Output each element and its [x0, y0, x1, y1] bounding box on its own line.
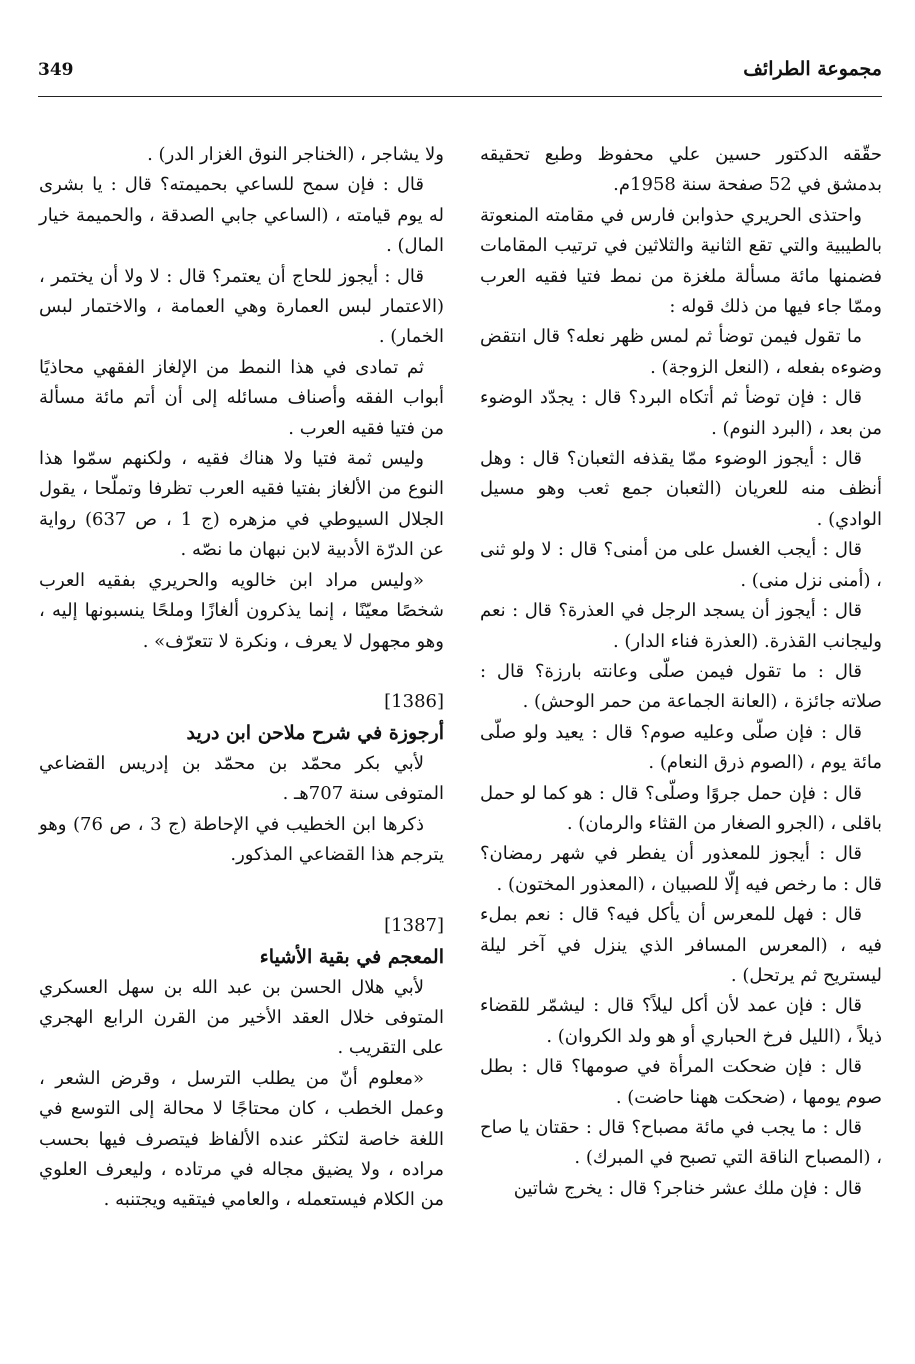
paragraph: ثم تمادى في هذا النمط من الإلغاز الفقهي محاذيًا أبواب الفقه وأصناف مسائله إلى أن أتم مائة مسألة من فتيا فقيه العرب .: [39, 356, 444, 439]
entry-title: المعجم في بقية الأشياء: [259, 945, 444, 968]
paragraph: قال : ما يجب في مائة مصباح؟ قال : حقتان يا صاح ، (المصباح الناقة التي تصبح في المبرك) .: [480, 1117, 882, 1169]
paragraph: قال : أيجوز أن يسجد الرجل في العذرة؟ قال : نعم وليجانب القذرة. (العذرة فناء الدار) .: [480, 600, 882, 652]
paragraph: وليس ثمة فتيا ولا هناك فقيه ، ولكنهم سمّوا هذا النوع من الألغاز بفتيا فقيه العرب تظرفا وتملّحا ، يقول الجلال السيوطي في مزهره (ج 1 ، ص 637) رواية عن الدرّة الأدبية لابن نبهان ما نصّه .: [39, 448, 444, 561]
spacer: [39, 871, 444, 911]
paragraph: قال : فإن صلّى وعليه صوم؟ قال : يعيد ولو صلّى مائة يوم ، (الصوم ذرق النعام) .: [480, 721, 882, 774]
paragraph: ذكرها ابن الخطيب في الإحاطة (ج 3 ، ص 76) وهو يترجم هذا القضاعي المذكور.: [39, 813, 444, 866]
quotation: «معلوم أنّ من يطلب الترسل ، وقرض الشعر ، وعمل الخطب ، كان محتاجًا لا محالة إلى التوسع في اللغة خاصة لتكثر عنده الألفاظ فيتصرف فيها بحسب مراده ، ولا يضيق مجاله في مرتاده ، وليعرف العلوي من الكلام فيستعمله ، والعامي فيتقيه ويجتنبه .: [39, 1067, 444, 1211]
spacer: [39, 657, 444, 687]
paragraph: قال : فإن توضأ ثم أتكاه البرد؟ قال : يجدّد الوضوء من بعد ، (البرد النوم) .: [480, 387, 882, 439]
paragraph: قال : أيجوز الوضوء ممّا يقذفه الثعبان؟ قال : وهل أنظف منه للعريان (الثعبان جمع ثعب وهو مسيل الوادي) .: [480, 448, 882, 530]
page-number: 349: [38, 60, 74, 80]
paragraph: قال : فإن ضحكت المرأة في صومها؟ قال : بطل صوم يومها ، (ضحكت ههنا حاضت) .: [480, 1056, 882, 1108]
entry-title: أرجوزة في شرح ملاحن ابن دريد: [186, 721, 444, 744]
paragraph: واحتذى الحريري حذوابن فارس في مقامته المنعوتة بالطيبية والتي تقع الثانية والثلاثين في ترتيب المقامات فضمنها مائة مسألة ملغزة من نمط فتيا فقيه العرب وممّا جاء فيها من ذلك قوله :: [480, 204, 882, 318]
paragraph: حقّقه الدكتور حسين علي محفوظ وطبع تحقيقه بدمشق في 52 صفحة سنة 1958م.: [480, 144, 882, 196]
entry-number: [1386]: [384, 690, 444, 712]
paragraph: قال : فإن سمح للساعي بحميمته؟ قال : يا بشرى له يوم قيامته ، (الساعي جابي الصدقة ، والحميمة خيار المال) .: [39, 174, 444, 257]
paragraph: قال : أيجوز للحاج أن يعتمر؟ قال : لا ولا أن يختمر ، (الاعتمار لبس العمارة وهي العمامة ، والاختمار لبس الخمار) .: [39, 265, 444, 348]
paragraph: ما تقول فيمن توضأ ثم لمس ظهر نعله؟ قال انتقض وضوءه بفعله ، (النعل الزوجة) .: [480, 326, 882, 378]
paragraph: قال : ما تقول فيمن صلّى وعانته بارزة؟ قال : صلاته جائزة ، (العانة الجماعة من حمر الوحش) .: [480, 660, 882, 713]
page-header: [38, 50, 882, 97]
paragraph: لأبي بكر محمّد بن محمّد بن إدريس القضاعي المتوفى سنة 707هـ .: [39, 752, 444, 805]
paragraph: قال : فإن ملك عشر خناجر؟ قال : يخرج شاتين: [513, 1177, 862, 1199]
paragraph: قال : فهل للمعرس أن يأكل فيه؟ قال : نعم بملء فيه ، (المعرس المسافر الذي ينزل في آخر ليلة ليستريح ثم يرتحل) .: [480, 904, 882, 986]
paragraph: قال : أيجوز للمعذور أن يفطر في شهر رمضان؟ قال : ما رخص فيه إلّا للصبيان ، (المعذور المختون) .: [480, 843, 882, 895]
quotation: «وليس مراد ابن خالويه والحريري بفقيه العرب شخصًا معيّنًا ، إنما يذكرون ألغازًا وملحًا ينسبونها إليه ، وهو مجهول لا يعرف ، ونكرة لا تتعرّف» .: [39, 569, 444, 652]
right-column: [480, 140, 882, 1204]
paragraph: لأبي هلال الحسن بن عبد الله بن سهل العسكري المتوفى خلال العقد الأخير من القرن الرابع الهجري على التقريب .: [39, 976, 444, 1059]
paragraph: قال : أيجب الغسل على من أمنى؟ قال : لا ولو ثنى ، (أمنى نزل منى) .: [480, 539, 882, 591]
left-column: [39, 140, 444, 1216]
paragraph: قال : فإن حمل جروًا وصلّى؟ قال : هو كما لو حمل باقلى ، (الجرو الصغار من القثاء والرمان) .: [480, 782, 882, 834]
entry-number: [1387]: [384, 914, 444, 936]
paragraph: ولا يشاجر ، (الخناجر النوق الغزار الدر) .: [147, 144, 444, 165]
running-title: مجموعة الطرائف: [743, 58, 882, 80]
paragraph: قال : فإن عمد لأن أكل ليلاً؟ قال : ليشمّر للقضاء ذيلاً ، (الليل فرخ الحباري أو هو ولد الكروان) .: [480, 995, 882, 1047]
